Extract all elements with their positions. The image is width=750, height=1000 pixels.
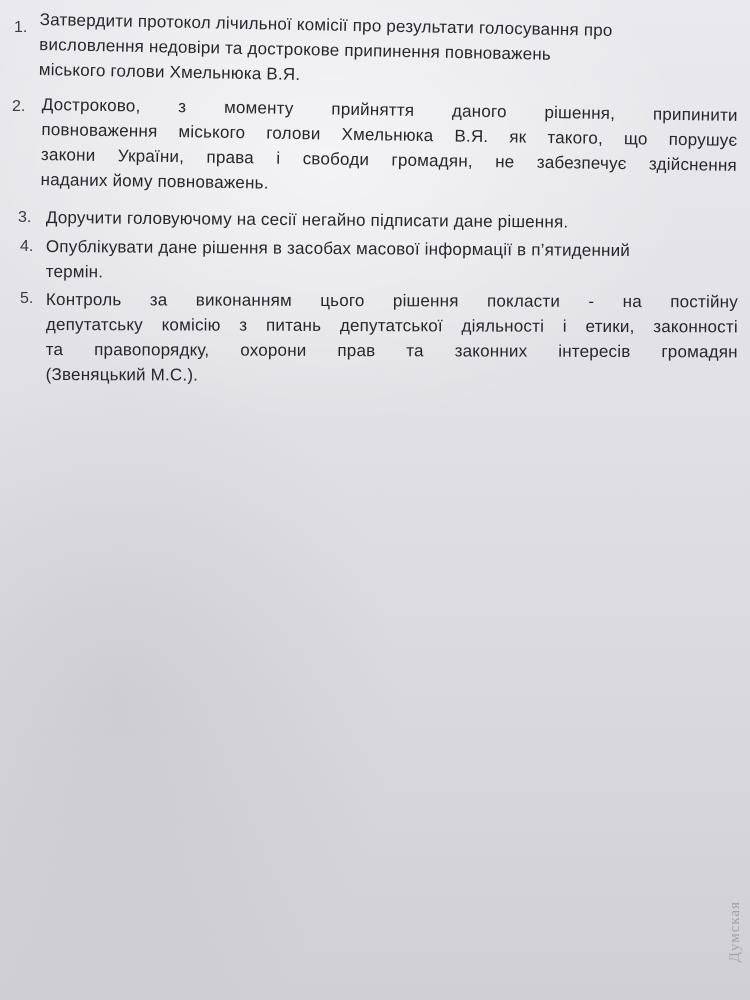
text-line: термін. bbox=[45, 261, 104, 282]
item-number: 5. bbox=[20, 290, 34, 307]
text-line: Доручити головуючому на сесії негайно підписати дане рішення. bbox=[45, 207, 569, 232]
item-text bbox=[46, 234, 746, 289]
watermark: Думская bbox=[727, 900, 743, 962]
text-line: міського голови Хмельнюка В.Я. bbox=[38, 59, 301, 85]
item-number: 3. bbox=[18, 209, 32, 226]
item-text bbox=[46, 287, 738, 389]
text-line: Опублікувати дане рішення в засобах масової інформації в п’ятиденний bbox=[45, 236, 631, 261]
text-line: наданих йому повноважень. bbox=[40, 169, 269, 193]
text-line: та правопорядку, охорони прав та законних інтересів громадян bbox=[45, 339, 738, 362]
item-text bbox=[39, 7, 700, 95]
text-line: закони України, права і свободи громадян, не забезпечує здійснення bbox=[40, 144, 738, 175]
item-number: 1. bbox=[14, 19, 28, 36]
text-line: Достроково, з моменту прийняття даного рішення, припинити bbox=[41, 94, 738, 125]
item-text bbox=[40, 92, 737, 203]
item-number: 4. bbox=[20, 238, 34, 255]
text-line: повноваження міського голови Хмельнюка В.Я. як такого, що порушує bbox=[41, 119, 738, 150]
text-line: Затвердити протокол лічильної комісії про результати голосування про bbox=[39, 9, 613, 40]
item-text bbox=[46, 205, 706, 236]
text-line: (Звеняцький М.С.). bbox=[45, 364, 199, 385]
text-line: Контроль за виконанням цього рішення покласти - на постійну bbox=[45, 289, 738, 312]
text-line: висловлення недовіри та дострокове припинення повноважень bbox=[39, 34, 552, 64]
text-line: депутатську комісію з питань депутатської діяльності і етики, законності bbox=[45, 314, 738, 337]
item-number: 2. bbox=[12, 98, 26, 115]
